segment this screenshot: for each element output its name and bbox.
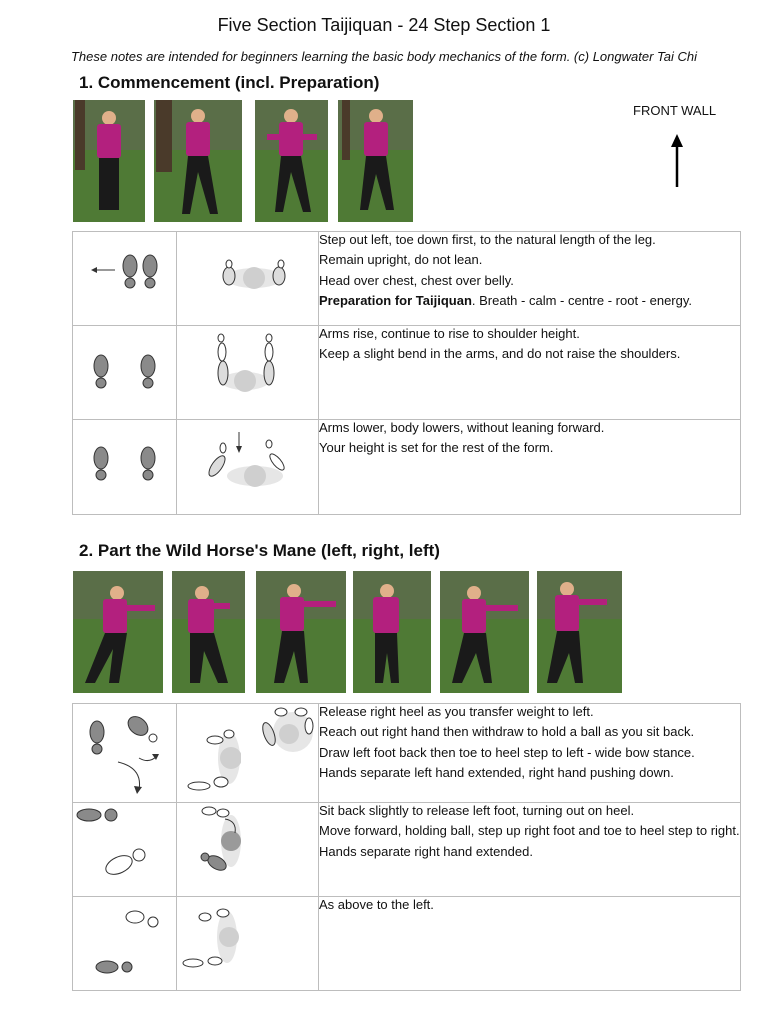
footwork-diagram <box>73 232 177 326</box>
photo-wild-horse-4 <box>353 571 431 693</box>
body-diagram <box>177 704 319 803</box>
photo-wild-horse-5 <box>440 571 529 693</box>
footwork-diagram <box>73 704 177 803</box>
footwork-diagram <box>73 897 177 991</box>
body-diagram <box>177 326 319 420</box>
table-row <box>73 232 741 326</box>
photo-commencement-1 <box>73 100 145 222</box>
table-row <box>73 803 741 897</box>
instruction-line: Head over chest, chest over belly. <box>319 272 514 288</box>
table-row <box>73 897 741 991</box>
instruction-line: Move forward, holding ball, step up right foot and toe to heel step to right. <box>319 823 740 839</box>
step-instructions <box>319 420 741 515</box>
document-subtitle: These notes are intended for beginners learning the basic body mechanics of the form. (c) Longwater Tai Chi <box>70 49 698 64</box>
bold-term: Preparation for Taijiquan <box>319 292 472 308</box>
instruction-line: Draw left foot back then toe to heel step to left - wide bow stance. <box>319 744 695 760</box>
table-row <box>73 704 741 803</box>
step-instructions <box>319 803 741 897</box>
up-arrow-icon <box>670 134 684 193</box>
photo-wild-horse-1 <box>73 571 163 693</box>
photo-wild-horse-6 <box>537 571 622 693</box>
document-title: Five Section Taijiquan - 24 Step Section 1 <box>217 15 551 35</box>
photo-commencement-4 <box>338 100 413 222</box>
photo-commencement-2 <box>154 100 242 222</box>
step-instructions <box>319 704 741 803</box>
instruction-line: Arms lower, body lowers, without leaning forward. <box>319 420 605 435</box>
photo-wild-horse-2 <box>172 571 245 693</box>
front-wall-label: FRONT WALL <box>633 103 717 118</box>
instruction-line: Hands separate right hand extended. <box>319 843 533 859</box>
footwork-diagram <box>73 803 177 897</box>
photo-wild-horse-3 <box>256 571 346 693</box>
photo-commencement-3 <box>255 100 328 222</box>
instruction-line: Hands separate left hand extended, right hand pushing down. <box>319 764 674 780</box>
table-row <box>73 326 741 420</box>
instruction-line: Remain upright, do not lean. <box>319 252 483 268</box>
instruction-text: . Breath - calm - centre - root - energy. <box>471 292 693 308</box>
instruction-line: Step out left, toe down first, to the natural length of the leg. <box>319 232 656 247</box>
section-1-heading: 1. Commencement (incl. Preparation) <box>79 73 380 92</box>
body-diagram <box>177 803 319 897</box>
instruction-line: Arms rise, continue to rise to shoulder height. <box>319 326 580 341</box>
step-instructions <box>319 232 741 326</box>
footwork-diagram <box>73 326 177 420</box>
instruction-line: Release right heel as you transfer weight to left. <box>319 704 594 719</box>
body-diagram <box>177 420 319 515</box>
section-1-steps-table <box>72 231 741 515</box>
body-diagram <box>177 232 319 326</box>
instruction-line: Sit back slightly to release left foot, turning out on heel. <box>319 803 635 818</box>
instruction-line <box>319 293 740 309</box>
section-2-steps-table <box>72 703 741 991</box>
instruction-line: Reach out right hand then withdraw to hold a ball as you sit back. <box>319 724 695 740</box>
step-instructions <box>319 897 741 991</box>
step-instructions <box>319 326 741 420</box>
instruction-line: Your height is set for the rest of the form. <box>319 440 554 456</box>
section-2-heading: 2. Part the Wild Horse's Mane (left, right, left) <box>79 541 440 560</box>
instruction-line: As above to the left. <box>319 897 434 912</box>
instruction-line: Keep a slight bend in the arms, and do not raise the shoulders. <box>319 346 681 362</box>
footwork-diagram <box>73 420 177 515</box>
body-diagram <box>177 897 319 991</box>
table-row <box>73 420 741 515</box>
